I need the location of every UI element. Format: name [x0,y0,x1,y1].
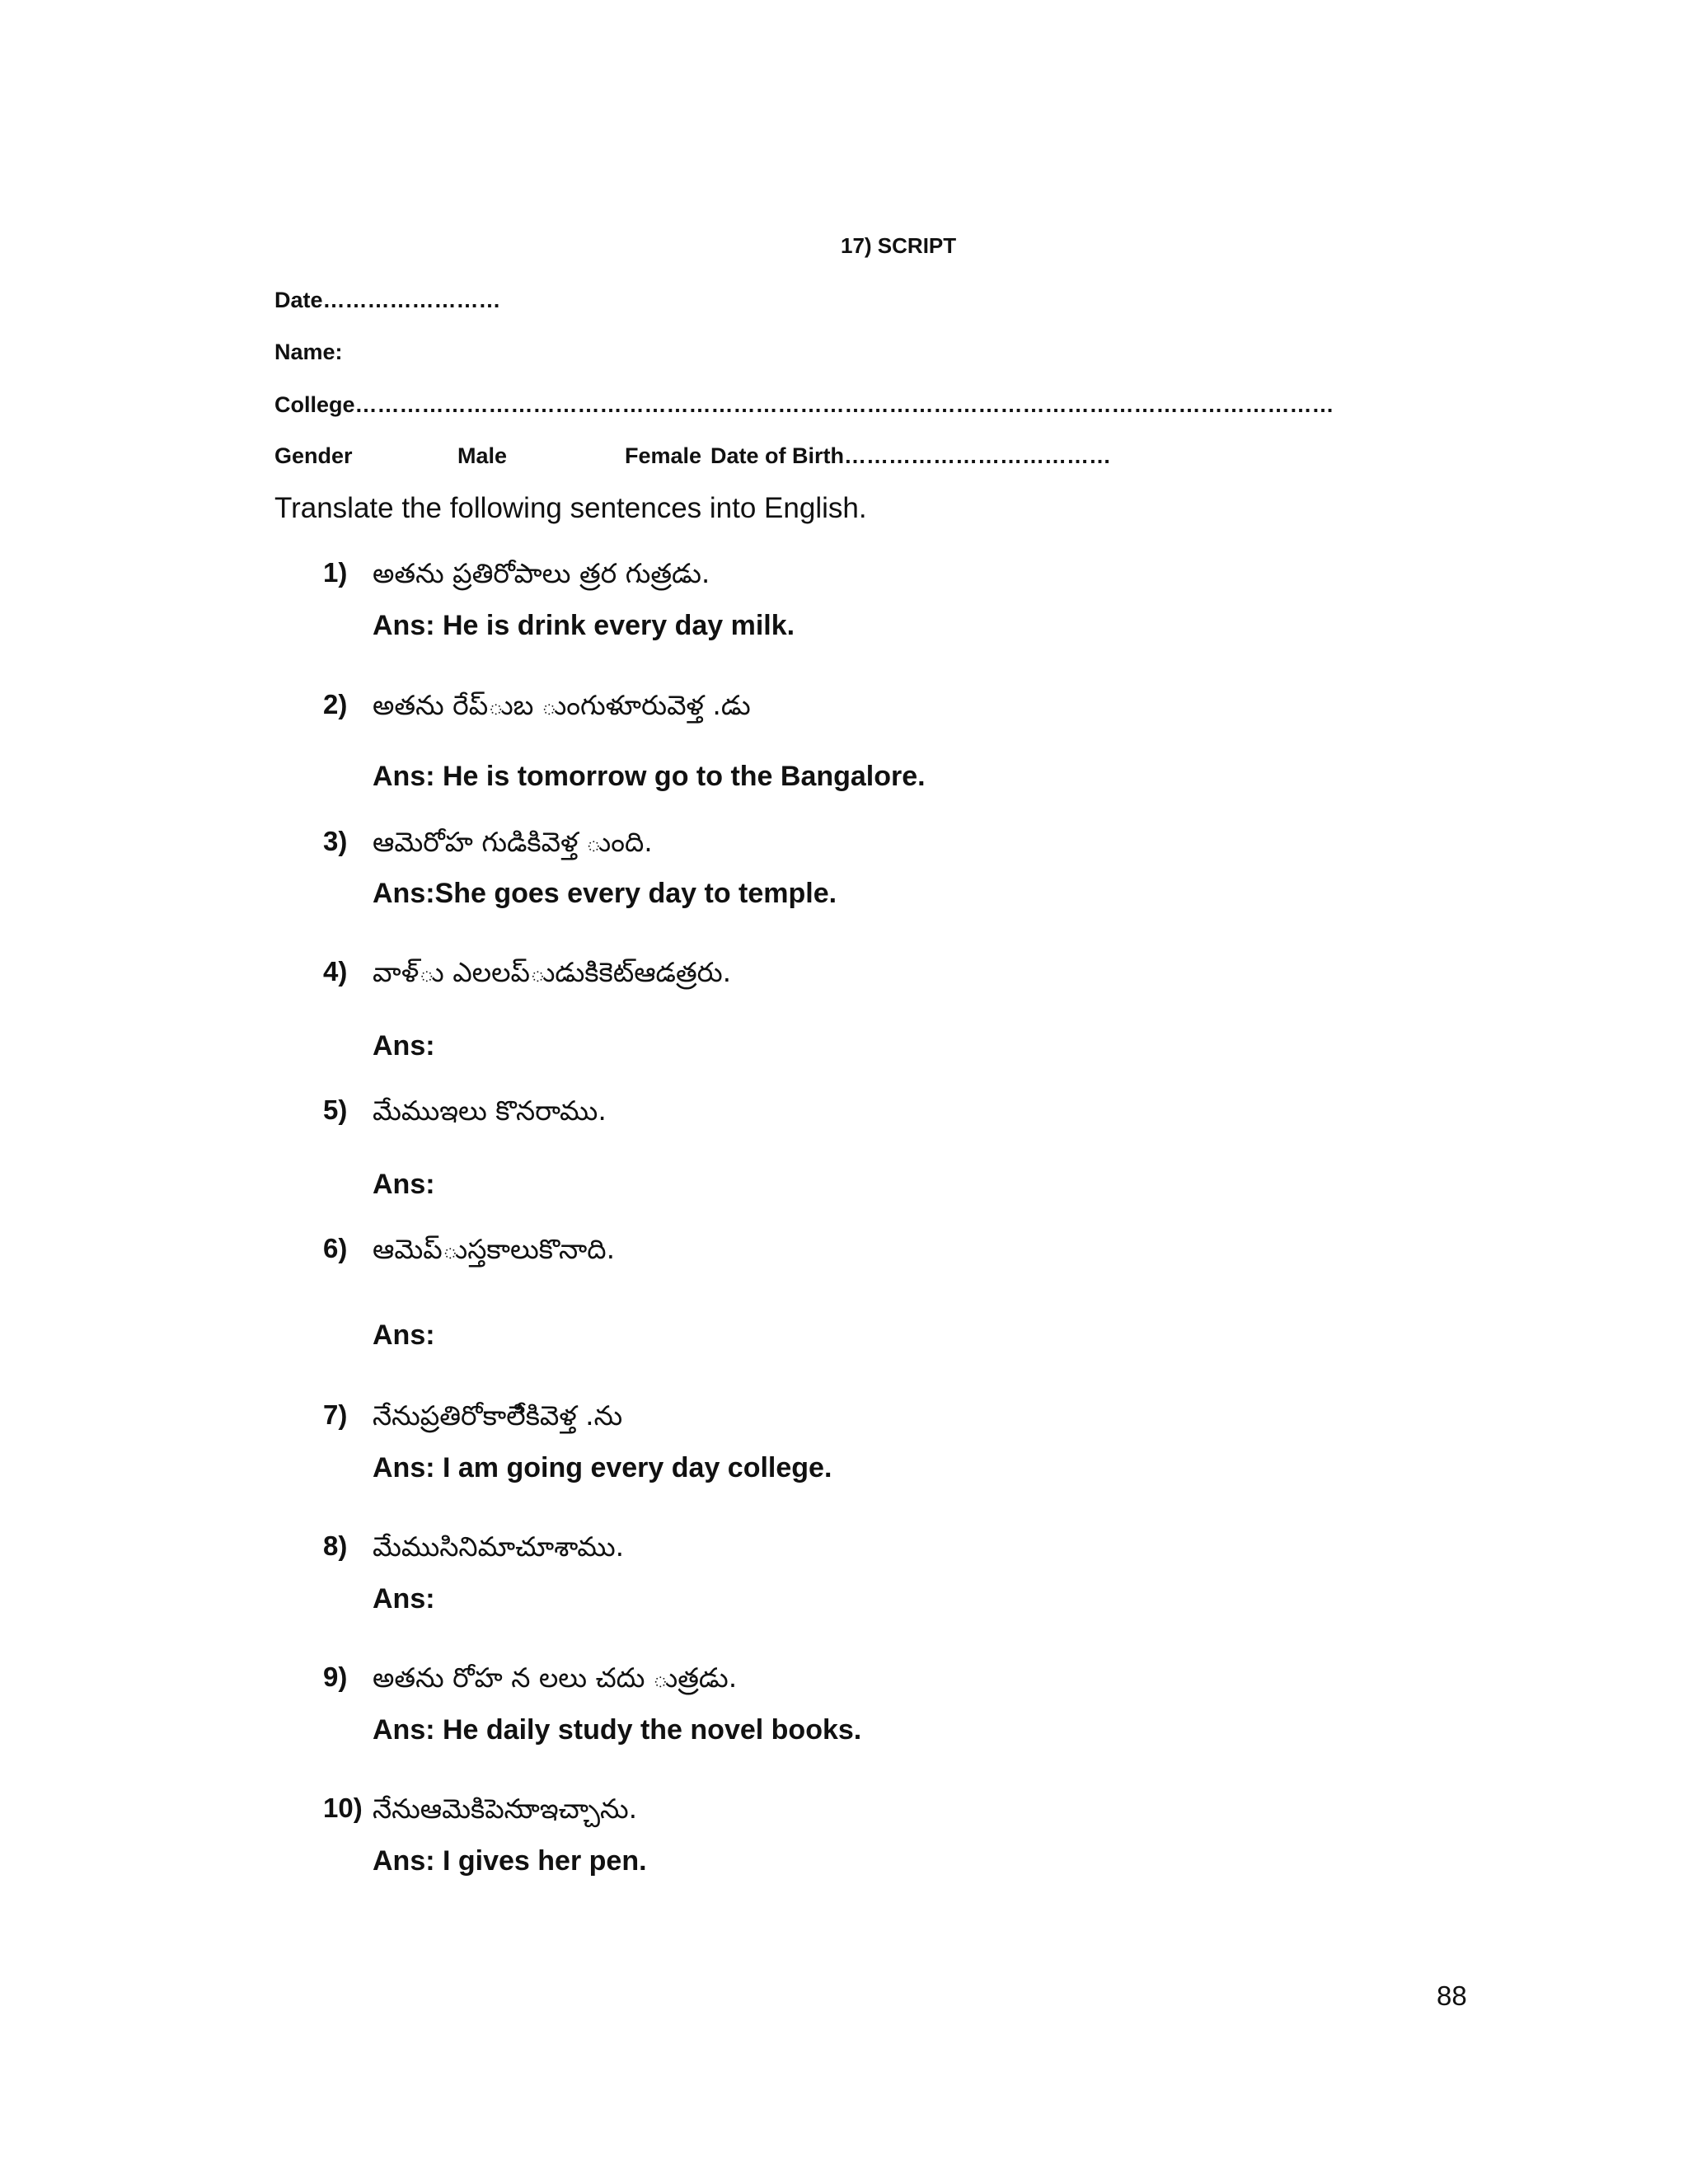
telugu-sentence: అతను ప్రతిరోపాలు త్రర గుత్రడు. [373,557,710,589]
male-option-label: Male [457,443,508,468]
item-number: 1) [323,557,348,588]
answer-text: Ans: He is drink every day milk. [373,610,795,641]
answer-text: Ans: [373,1319,435,1351]
date-of-birth-field-label: Date of Birth……………………………… [710,443,1111,468]
answer-text: Ans: [373,1030,435,1062]
answer-text: Ans: I gives her pen. [373,1845,647,1877]
item-number: 5) [323,1094,348,1125]
item-number: 9) [323,1661,348,1692]
item-number: 2) [323,689,348,719]
date-field-label: Date…………………… [274,288,501,312]
female-option-label: Female [625,443,702,468]
name-field-label: Name: [274,340,343,364]
telugu-sentence: అతను రోహ న లలు చదు ుత్రడు. [373,1661,738,1694]
item-number: 7) [323,1399,348,1430]
page-title: 17) SCRIPT [841,233,957,258]
answer-text: Ans: [373,1583,435,1615]
answer-text: Ans:She goes every day to temple. [373,878,837,909]
telugu-sentence: అతను రేప్ుబ ుంగుళూరువెళ్త .డు [373,689,751,721]
answer-text: Ans: He daily study the novel books. [373,1714,862,1746]
college-field-label: College…………………………………………………………………………………………………………………… [274,392,1334,417]
telugu-sentence: మేముఇలు కొనరాము. [373,1094,607,1127]
page-number: 88 [1437,1980,1467,2011]
item-number: 8) [323,1530,348,1561]
item-number: 6) [323,1233,348,1263]
item-number: 3) [323,826,348,856]
telugu-sentence: వాళ్ు ఎలలప్ుడుకిికెట్ఆడత్రరు. [373,956,732,988]
telugu-sentence: మేముసినిమాచూశాము. [373,1530,625,1563]
answer-text: Ans: I am going every day college. [373,1452,832,1483]
answer-text: Ans: [373,1169,435,1200]
telugu-sentence: నేనుఆమెకిపెనుాఇచ్చాను. [373,1793,638,1825]
telugu-sentence: ఆమెప్ుస్తకాలుకొనాది. [373,1233,616,1265]
telugu-sentence: ఆమెరోహ గుడికివెళ్త ుంది. [373,826,653,858]
gender-field-label: Gender [274,443,353,468]
item-number: 4) [323,956,348,987]
telugu-sentence: నేనుప్రతిరోకాలేికివెళ్త .ను [373,1399,623,1432]
answer-text: Ans: He is tomorrow go to the Bangalore. [373,761,926,792]
item-number: 10) [323,1793,363,1823]
instruction-text: Translate the following sentences into English. [274,492,867,524]
